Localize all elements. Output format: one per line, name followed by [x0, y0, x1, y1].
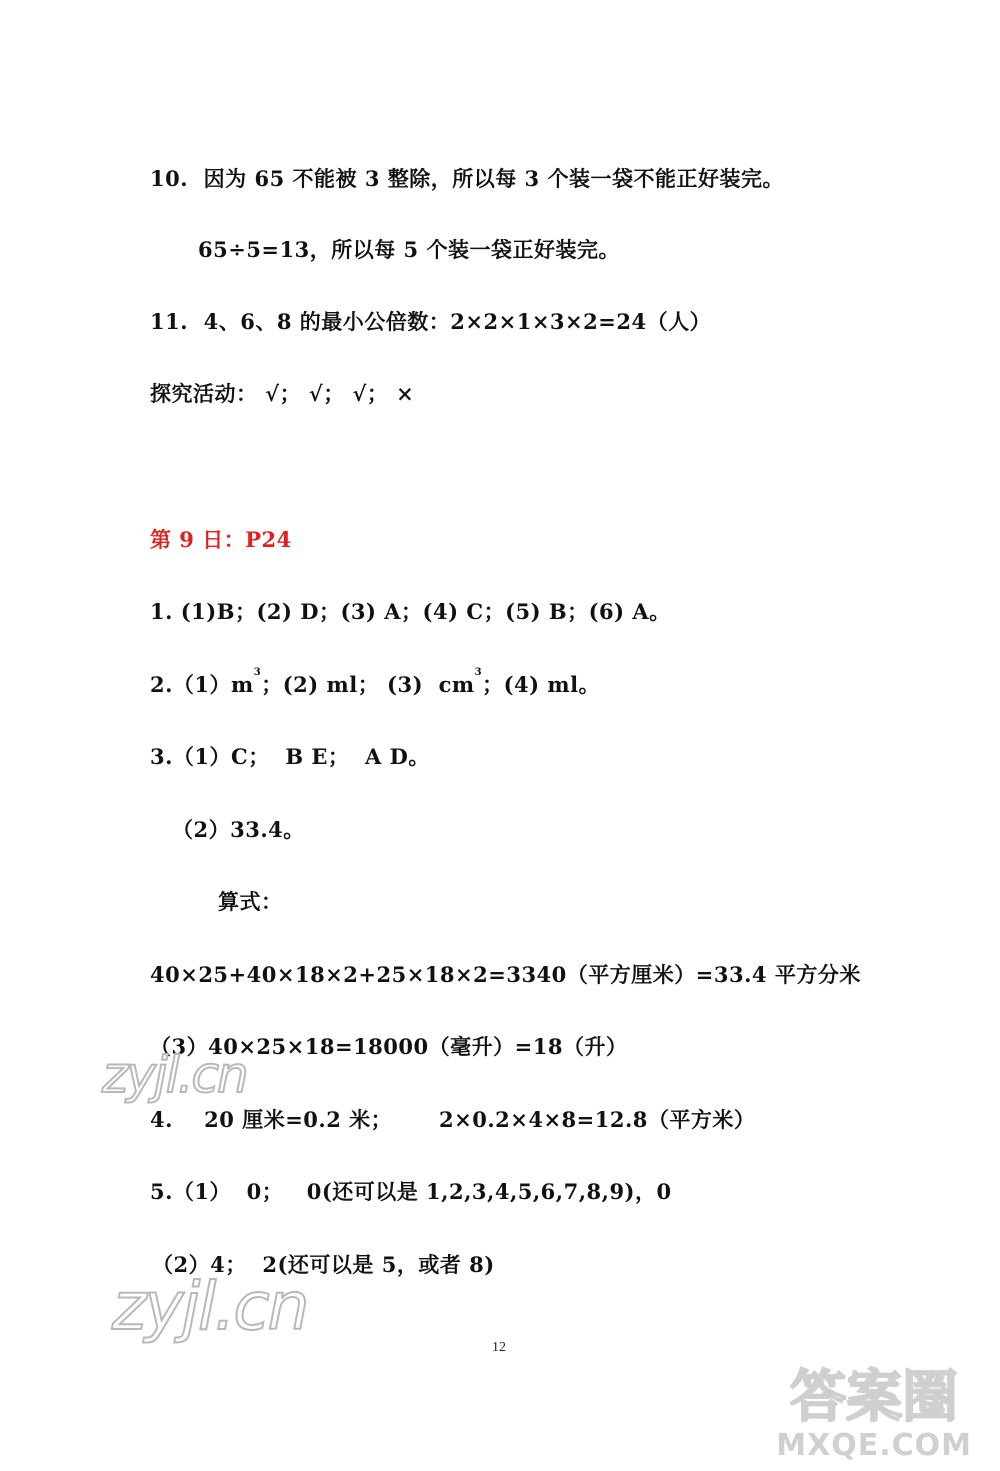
- corner-watermark: [776, 1365, 972, 1463]
- watermark-top: zyjl.cn: [102, 1046, 247, 1104]
- corner-url: MXQE.COM: [776, 1428, 972, 1463]
- answer-line-5-part2: （2）4； 2(还可以是 5，或者 8): [152, 1252, 495, 1277]
- formula-line: 40×25+40×18×2+25×18×2=3340（平方厘米）=33.4 平方分米: [150, 962, 861, 987]
- corner-logo: 答案圈: [790, 1365, 959, 1430]
- formula-label: 算式：: [218, 889, 283, 914]
- answer-line-10-cont: 65÷5=13，所以每 5 个装一袋正好装完。: [198, 237, 620, 262]
- answer-line-3: 3.（1）C； B E； A D。: [150, 744, 430, 769]
- answer-line-3-part3: （3）40×25×18=18000（毫升）=18（升）: [150, 1034, 628, 1059]
- answer-line-11: 11. 4、6、8 的最小公倍数：2×2×1×3×2=24（人）: [150, 309, 712, 334]
- answer-line-5: 5.（1） 0； 0(还可以是 1,2,3,4,5,6,7,8,9)，0: [150, 1179, 672, 1204]
- explore-activity-line: 探究活动： √； √； √； ×: [150, 381, 415, 406]
- page-number: 12: [492, 1340, 506, 1355]
- answer-line-10: 10. 因为 65 不能被 3 整除，所以每 3 个装一袋不能正好装完。: [150, 166, 784, 191]
- watermark-bottom: zyjl.cn: [112, 1268, 308, 1345]
- day-heading: 第 9 日：P24: [150, 527, 292, 552]
- answer-line-1: 1. (1)B；(2) D；(3) A；(4) C；(5) B；(6) A。: [150, 599, 671, 624]
- answer-line-3-part2: （2）33.4。: [172, 817, 305, 842]
- answer-line-4: 4. 20 厘米=0.2 米； 2×0.2×4×8=12.8（平方米）: [150, 1107, 756, 1132]
- answer-line-2: $2.(1)m^3$；(2) ml； (3) $cm^3$；(4) ml。: [150, 667, 601, 697]
